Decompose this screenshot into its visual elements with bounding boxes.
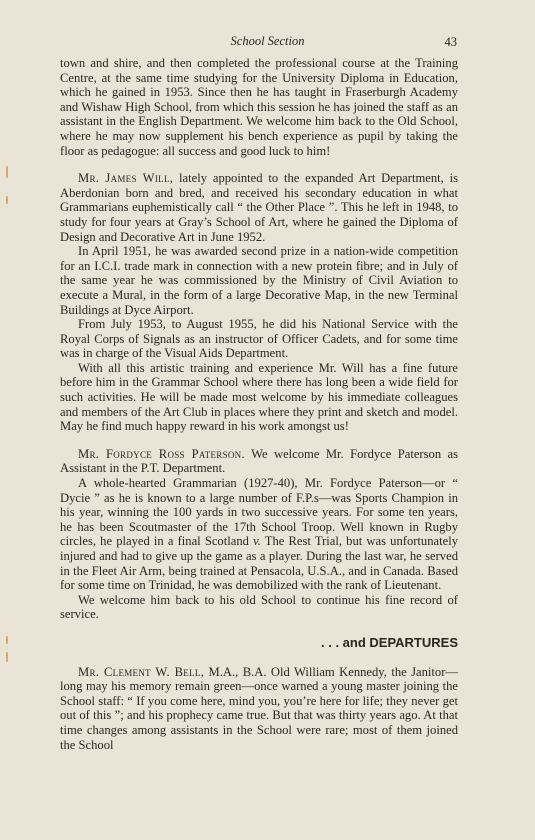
- running-head: School Section: [230, 34, 305, 48]
- margin-mark: [6, 636, 8, 644]
- margin-mark: [6, 652, 8, 662]
- paragraph: town and shire, and then completed the professional course at the Training Centre, at the same time studying for the University Diploma in Education, which he gained in 1953. Since then he has taught in Fraserburgh Academy and Wishaw High School, from which this session he has joined the staff as an assistant in the English Department. We welcome him back to the Old School, where he may now supplement his bench experience as pupil by taking the floor as pedagogue: all success and good luck to him!: [60, 56, 458, 158]
- paragraph-text: The Rest Trial, but was unfortunately injured and had to give up the game as a player. During the last war, he served in the Fleet Air Arm, being trained at Pensacola, U.S.A., and in Canada. Based for some time on Trinidad, he was demobilized with the rank of Lieutenant.: [60, 534, 458, 593]
- paragraph-text: We welcome Mr. Fordyce Paterson as Assistant in the P.T. Department.: [60, 446, 459, 476]
- paragraph-text: lately appointed to the expanded Art Department, is Aberdonian born and bred, and received his secondary education in what Grammarians euphemistically call “ the Other Place ”. This he left in 1948, to study for four years at Gray’s School of Art, where he gained the Diploma of Design and Decorative Art in June 1952.: [60, 171, 458, 244]
- paragraph: In April 1951, he was awarded second prize in a nation-wide competition for an I.C.I. trade mark in connection with a new protein fibre; and in July of the same year he was commissioned by the Ministry of Civil Aviation to execute a Mural, in the form of a large Decorative Map, in the new Terminal Buildings at Dyce Airport.: [60, 244, 458, 317]
- paragraph: [60, 665, 458, 753]
- section-heading: . . . and DEPARTURES: [321, 634, 458, 650]
- paragraph: From July 1953, to August 1955, he did his National Service with the Royal Corps of Signals as an instructor of Officer Cadets, and for some time was in charge of the Visual Aids Department.: [60, 317, 458, 361]
- paragraph: With all this artistic training and experience Mr. Will has a fine future before him in the Grammar School where there has long been a wide field for such activities. He will be made most welcome by his immediate colleagues and members of the Art Club in places where they print and sketch and model. May he find much happy reward in his work amongst us!: [60, 360, 458, 434]
- person-name: Mr. Fordyce Ross Paterson.: [78, 446, 245, 461]
- paragraph: [60, 171, 458, 244]
- versus-abbrev: v.: [253, 534, 261, 549]
- paragraph: [60, 476, 458, 593]
- page-header: [0, 34, 535, 52]
- body-text: [60, 56, 458, 752]
- paragraph: We welcome him back to his old School to continue his fine record of service.: [60, 592, 458, 622]
- margin-mark: [6, 166, 8, 178]
- paragraph-text: M.A., B.A. Old William Kennedy, the Janitor—long may his memory remain green—once warned a young master joining the School staff: “ If you come here, mind you, you’re here for life; they never get out of this ”; and his prophecy came true. But that was thirty years ago. At that time changes among assistants in the School were rare; most of them joined the School: [60, 664, 458, 752]
- page-number: 43: [444, 35, 457, 49]
- person-name: Mr. Clement W. Bell,: [78, 664, 205, 679]
- person-name: Mr. James Will,: [78, 171, 174, 186]
- paragraph-text: A whole-hearted Grammarian (1927-40), Mr. Fordyce Paterson—or “ Dycie ” as he is known to a large number of F.P.s—was Sports Champion in his year, winning the 100 yards in two successive years. For some ten years, he has been Scoutmaster of the 17th School Troop. Well known in Rugby circles, he played in a final Scotland: [60, 476, 458, 549]
- paragraph: [60, 447, 458, 476]
- margin-mark: [6, 196, 8, 204]
